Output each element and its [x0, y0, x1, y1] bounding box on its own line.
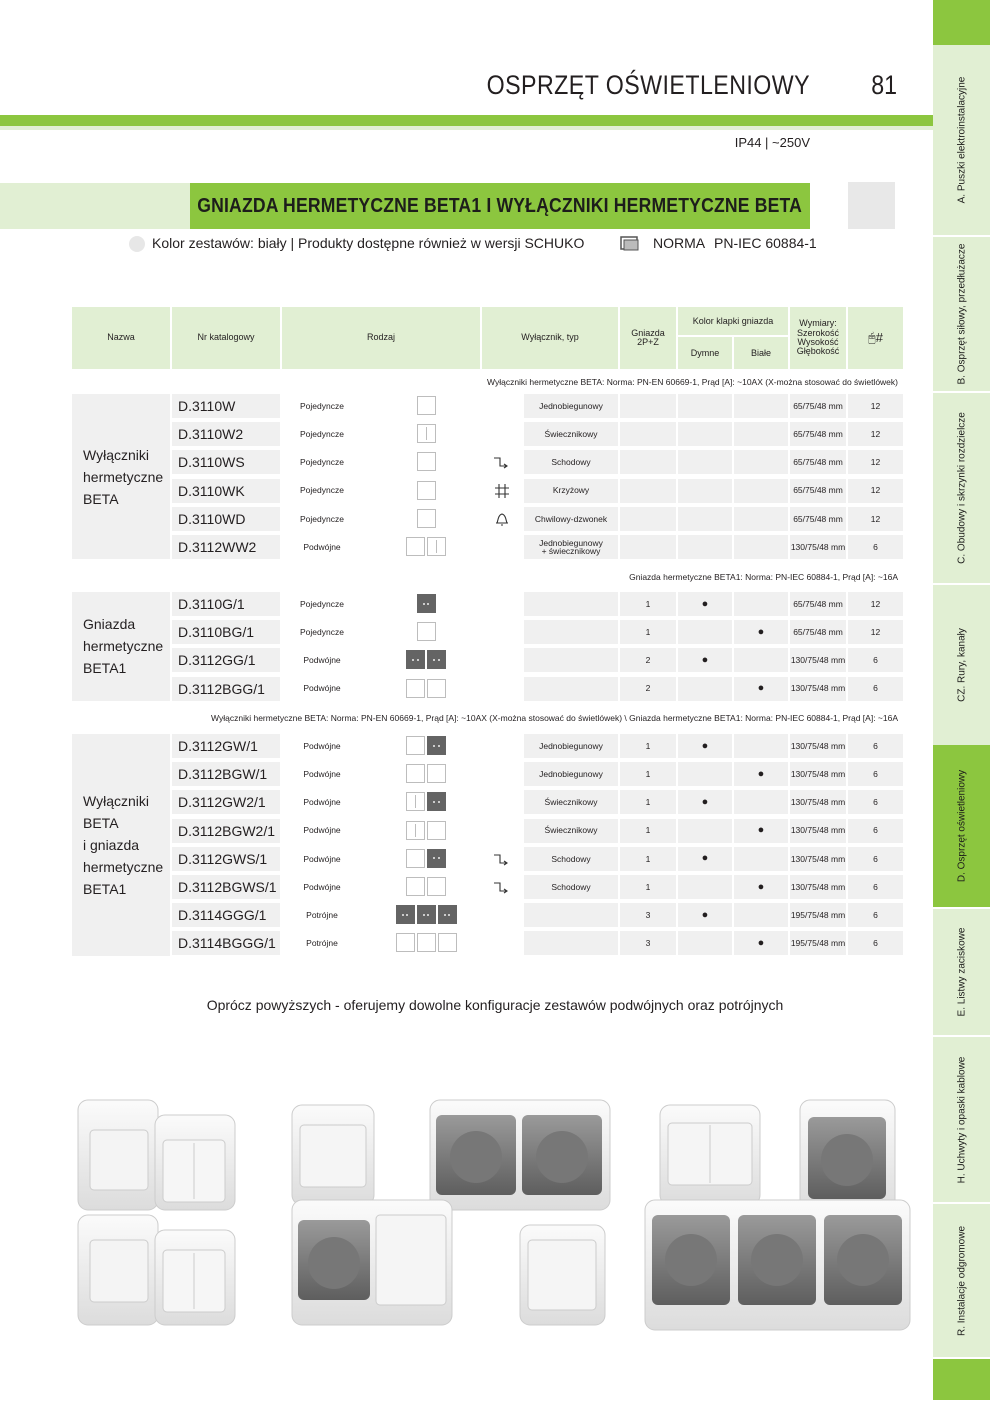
- cell-wym: 65/75/48 mm: [790, 450, 846, 474]
- cell-qty: 6: [848, 790, 903, 814]
- catalog-number: D.3110W2: [172, 422, 280, 446]
- cell-icons: [364, 507, 480, 531]
- socket-grey-icon: [406, 650, 425, 669]
- cell-dym: [678, 819, 732, 843]
- cell-typ: [524, 903, 618, 927]
- cell-gn: 1: [620, 875, 676, 899]
- cell-typ: Jednobiegunowy: [524, 762, 618, 786]
- cell-gn: 1: [620, 620, 676, 644]
- photo-set-3: [645, 1100, 910, 1330]
- cell-wym: 130/75/48 mm: [790, 677, 846, 701]
- cell-sym: [482, 592, 522, 616]
- cell-dym: ●: [678, 648, 732, 672]
- switch-double-icon: [427, 537, 446, 556]
- side-tab-label: A. Puszki elektroinstalacyjne: [956, 76, 967, 204]
- cell-bia: [734, 450, 788, 474]
- cell-bia: [734, 847, 788, 871]
- socket-white-icon: [427, 764, 446, 783]
- th-wylacznik: Wyłącznik, typ: [482, 307, 618, 369]
- socket-grey-icon: [427, 849, 446, 868]
- norma-label: NORMA: [653, 235, 706, 251]
- cell-qty: 12: [848, 592, 903, 616]
- product-photos: [70, 1085, 920, 1355]
- cell-typ: Jednobiegunowy + świecznikowy: [524, 535, 618, 559]
- cell-qty: 12: [848, 450, 903, 474]
- catalog-number: D.3112GG/1: [172, 648, 280, 672]
- cross-switch-icon: [493, 483, 511, 499]
- socket-white-icon: [417, 933, 436, 952]
- cell-dym: [678, 677, 732, 701]
- catalog-number: D.3114BGGG/1: [172, 931, 280, 955]
- stairs-switch-icon: [493, 879, 511, 895]
- cell-sym: [482, 734, 522, 758]
- cell-bia: ●: [734, 620, 788, 644]
- cell-wym: 130/75/48 mm: [790, 535, 846, 559]
- cell-gn: 1: [620, 734, 676, 758]
- catalog-number: D.3112WW2: [172, 535, 280, 559]
- catalog-number: D.3112BGWS/1: [172, 875, 280, 899]
- catalog-number: D.3110WD: [172, 507, 280, 531]
- cell-typ: Świecznikowy: [524, 819, 618, 843]
- photo-set-2: [292, 1100, 610, 1325]
- th-nr: Nr katalogowy: [172, 307, 280, 369]
- socket-grey-icon: [417, 905, 436, 924]
- cell-wym: 130/75/48 mm: [790, 648, 846, 672]
- color-dot-icon: [129, 236, 145, 252]
- switch-icon: [406, 736, 425, 755]
- cell-icons: [364, 875, 480, 899]
- cell-icons: [364, 847, 480, 871]
- cell-gn: 1: [620, 847, 676, 871]
- cell-qty: 6: [848, 677, 903, 701]
- cell-sym: [482, 648, 522, 672]
- switch-double-icon: [417, 424, 436, 443]
- cell-qty: 12: [848, 394, 903, 418]
- cell-sym: [482, 847, 522, 871]
- cell-sym: [482, 875, 522, 899]
- cell-rodzaj: Podwójne: [303, 797, 341, 808]
- cell-icons: [364, 422, 480, 446]
- cell-qty: 6: [848, 648, 903, 672]
- cell-typ: Schodowy: [524, 847, 618, 871]
- side-tab[interactable]: [933, 237, 990, 393]
- cell-dym: [678, 507, 732, 531]
- section-title: OSPRZĘT OŚWIETLENIOWY: [486, 70, 810, 100]
- th-kolor: Kolor klapki gniazda: [678, 307, 788, 335]
- th-dymne: Dymne: [678, 337, 732, 369]
- catalog-number: D.3110WS: [172, 450, 280, 474]
- th-gniazda: Gniazda 2P+Z: [620, 307, 676, 369]
- catalog-number: D.3110W: [172, 394, 280, 418]
- switch-divider: [426, 427, 427, 440]
- cell-wym: 65/75/48 mm: [790, 592, 846, 616]
- cell-rodzaj: Podwójne: [303, 881, 341, 892]
- cell-typ: [524, 648, 618, 672]
- switch-double-icon: [406, 821, 425, 840]
- socket-grey-icon: [417, 594, 436, 613]
- stairs-switch-icon: [493, 851, 511, 867]
- cell-dym: [678, 535, 732, 559]
- cell-rodzaj: Podwójne: [303, 541, 341, 552]
- cell-bia: [734, 648, 788, 672]
- cell-sym: [482, 422, 522, 446]
- cell-sym: [482, 507, 522, 531]
- catalog-number: D.3112GWS/1: [172, 847, 280, 871]
- cell-typ: Jednobiegunowy: [524, 394, 618, 418]
- socket-white-icon: [427, 679, 446, 698]
- cell-gn: 3: [620, 931, 676, 955]
- cell-wym: 65/75/48 mm: [790, 507, 846, 531]
- side-tab[interactable]: [933, 745, 990, 909]
- cell-gn: [620, 535, 676, 559]
- cell-wym: 65/75/48 mm: [790, 620, 846, 644]
- note-3: Wyłączniki hermetyczne BETA: Norma: PN-EN 60669-1, Prąd [A]: ~10AX (X-można stosować do świetlówek) \ Gniazda hermetyczne BETA1: Norma: PN-IEC 60884-1, Prąd [A]: ~16A: [211, 713, 898, 723]
- cell-wym: 130/75/48 mm: [790, 734, 846, 758]
- cell-bia: ●: [734, 931, 788, 955]
- cell-sym: [482, 394, 522, 418]
- switch-icon: [417, 509, 436, 528]
- cell-dym: ●: [678, 847, 732, 871]
- side-tab-label: B. Osprzęt siłowy, przedłużacze: [956, 243, 967, 385]
- cell-sym: [482, 762, 522, 786]
- cell-gn: 1: [620, 762, 676, 786]
- side-tab: [933, 0, 990, 47]
- catalog-number: D.3112GW2/1: [172, 790, 280, 814]
- cell-typ: [524, 677, 618, 701]
- catalog-number: D.3110WK: [172, 479, 280, 503]
- cell-bia: [734, 479, 788, 503]
- cell-qty: 6: [848, 819, 903, 843]
- header-bar: [0, 115, 933, 126]
- cell-rodzaj: Pojedyncze: [300, 626, 344, 637]
- cell-qty: 6: [848, 734, 903, 758]
- side-tab-label: R. Instalacje odgromowe: [956, 1225, 967, 1336]
- side-tab[interactable]: [933, 585, 990, 747]
- cell-typ: [524, 592, 618, 616]
- cell-dym: [678, 422, 732, 446]
- switch-icon: [406, 537, 425, 556]
- cell-rodzaj: Pojedyncze: [300, 485, 344, 496]
- cell-wym: 65/75/48 mm: [790, 394, 846, 418]
- cell-bia: ●: [734, 819, 788, 843]
- cell-dym: ●: [678, 592, 732, 616]
- socket-white-icon: [438, 933, 457, 952]
- side-tab-label: D. Osprzęt oświetleniowy: [956, 769, 967, 883]
- th-qty: 🖰#: [848, 307, 903, 369]
- page-number: 81: [871, 70, 897, 100]
- cell-sym: [482, 903, 522, 927]
- cell-qty: 6: [848, 847, 903, 871]
- cell-icons: [364, 479, 480, 503]
- cell-rodzaj: Pojedyncze: [300, 457, 344, 468]
- cell-gn: 1: [620, 819, 676, 843]
- rating-text: IP44 | ~250V: [734, 135, 810, 150]
- cell-sym: [482, 931, 522, 955]
- cell-gn: [620, 479, 676, 503]
- norma-value: PN-IEC 60884-1: [714, 235, 817, 251]
- cell-dym: [678, 620, 732, 644]
- catalog-number: D.3114GGG/1: [172, 903, 280, 927]
- cell-qty: 6: [848, 762, 903, 786]
- page-title: GNIAZDA HERMETYCZNE BETA1 I WYŁĄCZNIKI HERMETYCZNE BETA: [197, 194, 803, 217]
- side-tab[interactable]: [933, 393, 990, 585]
- cell-icons: [364, 648, 480, 672]
- cell-gn: 1: [620, 790, 676, 814]
- stairs-switch-icon: [493, 454, 511, 470]
- th-biale: Białe: [734, 337, 788, 369]
- cell-bia: [734, 535, 788, 559]
- cell-bia: [734, 734, 788, 758]
- cell-qty: 12: [848, 620, 903, 644]
- switch-icon: [417, 396, 436, 415]
- cell-icons: [364, 394, 480, 418]
- catalog-number: D.3112BGW2/1: [172, 819, 280, 843]
- header-bar-light: [0, 126, 933, 130]
- cell-qty: 6: [848, 535, 903, 559]
- cell-bia: [734, 422, 788, 446]
- cell-dym: [678, 931, 732, 955]
- cell-icons: [364, 677, 480, 701]
- cell-dym: ●: [678, 790, 732, 814]
- cell-sym: [482, 819, 522, 843]
- cell-wym: 130/75/48 mm: [790, 790, 846, 814]
- cell-typ: Krzyżowy: [524, 479, 618, 503]
- switch-icon: [406, 764, 425, 783]
- cell-gn: 2: [620, 648, 676, 672]
- th-wymiary: Wymiary: Szerokość Wysokość Głębokość: [790, 307, 846, 369]
- side-tab-label: E. Listwy zaciskowe: [956, 927, 967, 1017]
- switch-divider: [415, 795, 416, 808]
- socket-white-icon: [406, 679, 425, 698]
- closing-text: Oprócz powyższych - oferujemy dowolne konfiguracje zestawów podwójnych oraz potrójnych: [206, 997, 784, 1013]
- catalog-number: D.3112BGG/1: [172, 677, 280, 701]
- cell-qty: 6: [848, 903, 903, 927]
- catalog-number: D.3110G/1: [172, 592, 280, 616]
- cell-qty: 12: [848, 507, 903, 531]
- cell-rodzaj: Podwójne: [303, 655, 341, 666]
- cell-typ: Chwilowy-dzwonek: [524, 507, 618, 531]
- cell-rodzaj: Potrójne: [306, 909, 338, 920]
- cell-icons: [364, 734, 480, 758]
- cell-icons: [364, 931, 480, 955]
- cell-icons: [364, 819, 480, 843]
- grey-square: [848, 182, 895, 229]
- cell-wym: 130/75/48 mm: [790, 819, 846, 843]
- cell-wym: 195/75/48 mm: [790, 903, 846, 927]
- cell-dym: [678, 450, 732, 474]
- side-tab-label: C. Obudowy i skrzynki rozdzielcze: [956, 412, 967, 564]
- group-name: Gniazda hermetyczne BETA1: [72, 592, 170, 701]
- cell-sym: [482, 479, 522, 503]
- cell-gn: [620, 394, 676, 418]
- side-tab[interactable]: [933, 909, 990, 1037]
- cell-wym: 130/75/48 mm: [790, 847, 846, 871]
- note-2: Gniazda hermetyczne BETA1: Norma: PN-IEC 60884-1, Prąd [A]: ~16A: [629, 572, 898, 582]
- cell-gn: 1: [620, 592, 676, 616]
- cell-rodzaj: Pojedyncze: [300, 598, 344, 609]
- cell-rodzaj: Podwójne: [303, 768, 341, 779]
- group-name: Wyłączniki hermetyczne BETA: [72, 394, 170, 559]
- cell-wym: 195/75/48 mm: [790, 931, 846, 955]
- cell-bia: [734, 903, 788, 927]
- cell-typ: Jednobiegunowy: [524, 734, 618, 758]
- cell-wym: 65/75/48 mm: [790, 479, 846, 503]
- cell-typ: [524, 620, 618, 644]
- cell-bia: [734, 394, 788, 418]
- side-tab-label: CZ. Rury, kanały: [956, 628, 967, 702]
- cell-gn: [620, 422, 676, 446]
- switch-double-icon: [406, 792, 425, 811]
- cell-rodzaj: Podwójne: [303, 853, 341, 864]
- photo-set-1: [78, 1100, 235, 1325]
- cell-icons: [364, 903, 480, 927]
- cell-gn: 3: [620, 903, 676, 927]
- cell-qty: 12: [848, 422, 903, 446]
- cell-qty: 6: [848, 875, 903, 899]
- color-info: Kolor zestawów: biały | Produkty dostępne również w wersji SCHUKO: [152, 235, 585, 251]
- side-tab: [933, 1359, 990, 1402]
- cell-dym: [678, 875, 732, 899]
- cell-bia: ●: [734, 875, 788, 899]
- cell-bia: ●: [734, 762, 788, 786]
- cell-rodzaj: Pojedyncze: [300, 428, 344, 439]
- cell-sym: [482, 620, 522, 644]
- switch-icon: [406, 849, 425, 868]
- catalog-number: D.3110BG/1: [172, 620, 280, 644]
- note-1: Wyłączniki hermetyczne BETA: Norma: PN-EN 60669-1, Prąd [A]: ~10AX (X-można stosować do świetlówek): [487, 377, 898, 387]
- cell-sym: [482, 790, 522, 814]
- cell-wym: 130/75/48 mm: [790, 875, 846, 899]
- cell-typ: [524, 931, 618, 955]
- cell-icons: [364, 592, 480, 616]
- socket-grey-icon: [438, 905, 457, 924]
- cell-rodzaj: Pojedyncze: [300, 513, 344, 524]
- switch-divider: [415, 824, 416, 837]
- side-tab[interactable]: [933, 1037, 990, 1204]
- group-name: Wyłączniki BETA i gniazda hermetyczne BETA1: [72, 734, 170, 956]
- cell-dym: ●: [678, 734, 732, 758]
- cell-bia: [734, 592, 788, 616]
- cell-icons: [364, 450, 480, 474]
- cell-icons: [364, 762, 480, 786]
- side-tab[interactable]: [933, 45, 990, 237]
- cell-rodzaj: Pojedyncze: [300, 400, 344, 411]
- cell-bia: [734, 507, 788, 531]
- cell-rodzaj: Podwójne: [303, 825, 341, 836]
- socket-grey-icon: [396, 905, 415, 924]
- cell-qty: 6: [848, 931, 903, 955]
- cell-icons: [364, 620, 480, 644]
- cell-rodzaj: Potrójne: [306, 938, 338, 949]
- title-box: [190, 183, 810, 229]
- cell-sym: [482, 677, 522, 701]
- switch-icon: [417, 481, 436, 500]
- cell-gn: 2: [620, 677, 676, 701]
- th-rodzaj: Rodzaj: [282, 307, 480, 369]
- socket-grey-icon: [427, 792, 446, 811]
- switch-divider: [436, 540, 437, 553]
- cell-dym: [678, 762, 732, 786]
- socket-white-icon: [417, 622, 436, 641]
- document-icon: [620, 235, 640, 251]
- cell-wym: 130/75/48 mm: [790, 762, 846, 786]
- switch-icon: [417, 452, 436, 471]
- cell-bia: ●: [734, 677, 788, 701]
- cell-wym: 65/75/48 mm: [790, 422, 846, 446]
- cell-dym: [678, 479, 732, 503]
- cell-rodzaj: Podwójne: [303, 740, 341, 751]
- cell-gn: [620, 507, 676, 531]
- cell-typ: Świecznikowy: [524, 790, 618, 814]
- bell-icon: [493, 511, 511, 527]
- th-nazwa: Nazwa: [72, 307, 170, 369]
- side-tab-label: H. Uchwyty i opaski kablowe: [956, 1056, 967, 1183]
- cell-gn: [620, 450, 676, 474]
- side-tab[interactable]: [933, 1204, 990, 1359]
- socket-white-icon: [427, 821, 446, 840]
- cell-rodzaj: Podwójne: [303, 683, 341, 694]
- socket-grey-icon: [427, 650, 446, 669]
- catalog-number: D.3112BGW/1: [172, 762, 280, 786]
- cell-icons: [364, 790, 480, 814]
- socket-grey-icon: [427, 736, 446, 755]
- catalog-number: D.3112GW/1: [172, 734, 280, 758]
- cell-sym: [482, 535, 522, 559]
- cell-icons: [364, 535, 480, 559]
- cell-typ: Schodowy: [524, 875, 618, 899]
- cell-dym: [678, 394, 732, 418]
- cell-typ: Schodowy: [524, 450, 618, 474]
- cell-typ: Świecznikowy: [524, 422, 618, 446]
- cell-qty: 12: [848, 479, 903, 503]
- cell-bia: [734, 790, 788, 814]
- socket-white-icon: [396, 933, 415, 952]
- socket-white-icon: [427, 877, 446, 896]
- switch-icon: [406, 877, 425, 896]
- cell-sym: [482, 450, 522, 474]
- cell-dym: ●: [678, 903, 732, 927]
